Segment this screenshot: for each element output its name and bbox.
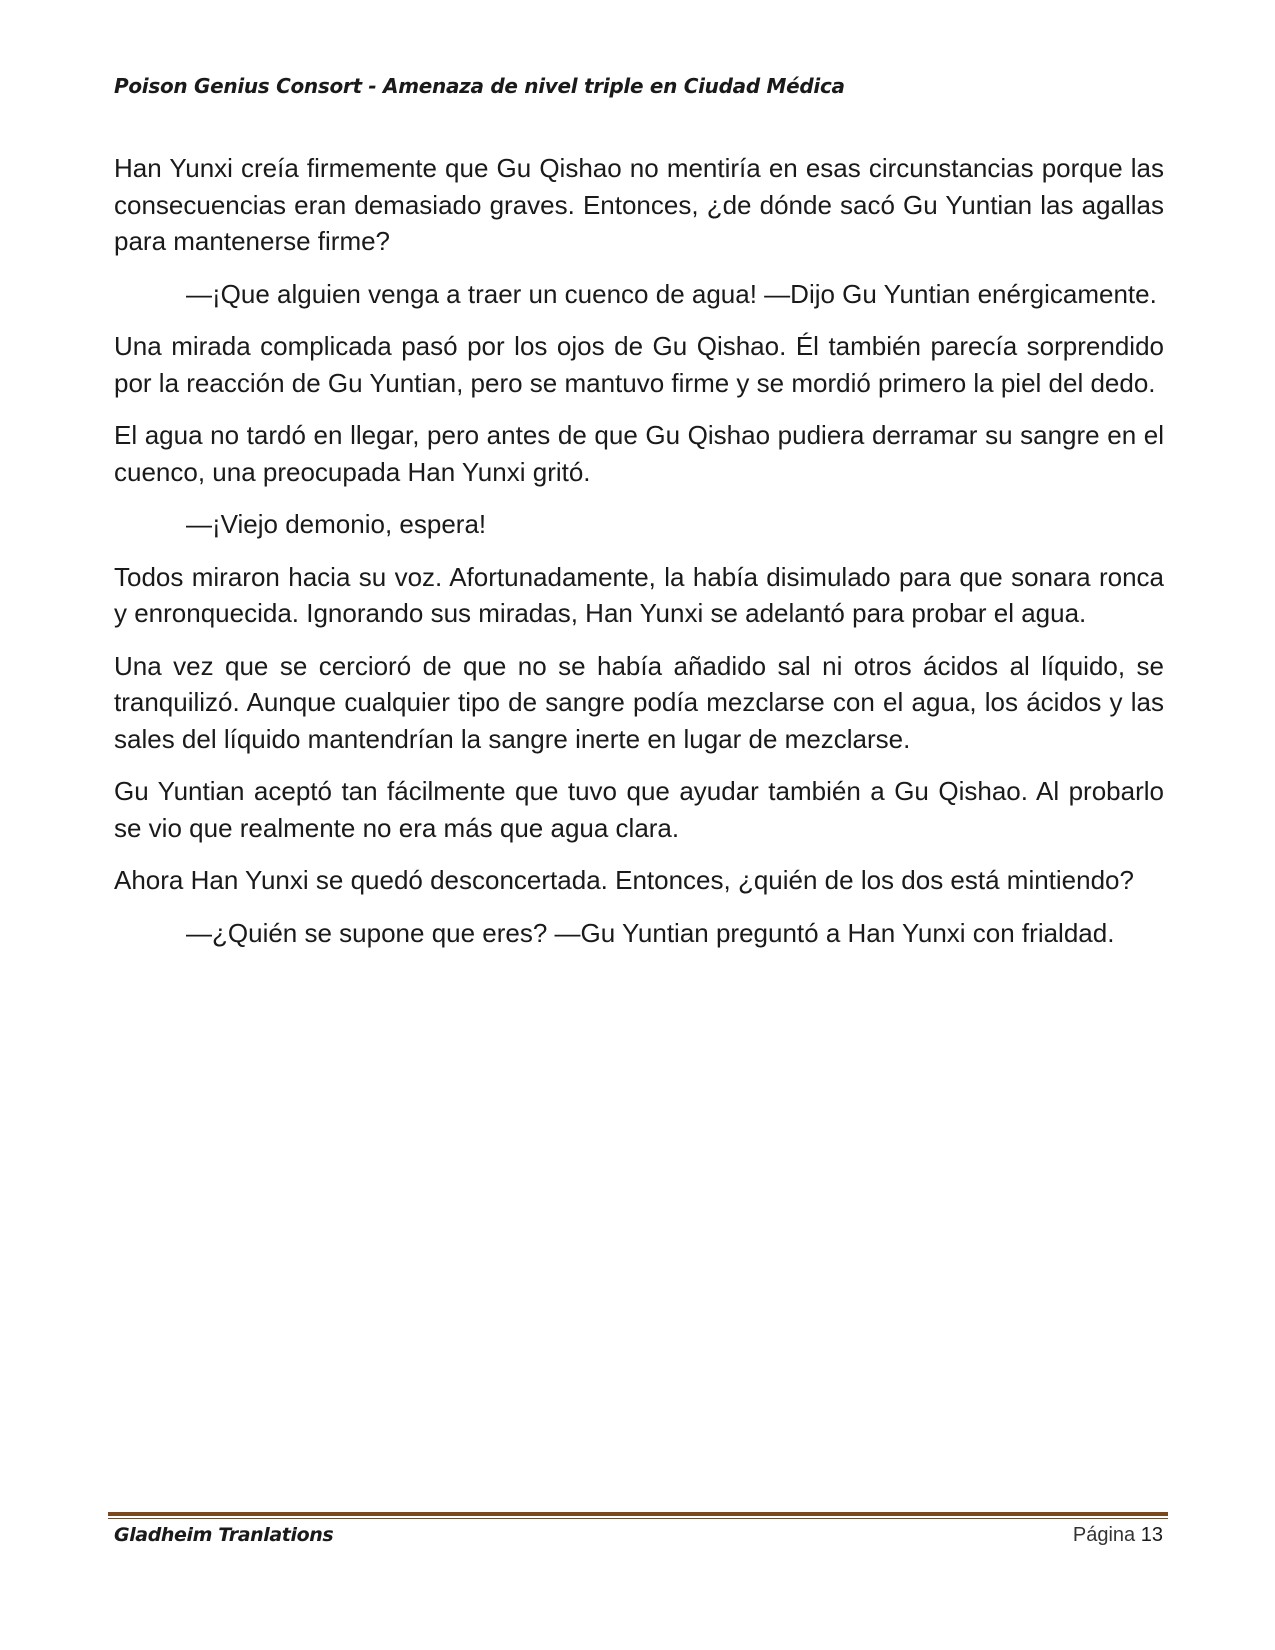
paragraph-4: El agua no tardó en llegar, pero antes de que Gu Qishao pudiera derramar su sangre en el cuenco, una preocupada Han Yunxi gritó. [114, 420, 1164, 487]
paragraph-5-dialog: —¡Viejo demonio, espera! [186, 509, 487, 539]
footer-divider [108, 1512, 1168, 1519]
page-number: 13 [1140, 1524, 1163, 1546]
paragraph-7: Una vez que se cercioró de que no se había añadido sal ni otros ácidos al líquido, se tranquilizó. Aunque cualquier tipo de sangre podía mezclarse con el agua, los ácidos y las sales del líquido mantendrían la sangre inerte en lugar de mezclarse. [114, 650, 1164, 754]
paragraph-1: Han Yunxi creía firmemente que Gu Qishao no mentiría en esas circunstancias porque las consecuencias eran demasiado graves. Entonces, ¿de dónde sacó Gu Yuntian las agallas para mantenerse firme? [114, 153, 1164, 256]
paragraph-6: Todos miraron hacia su voz. Afortunadamente, la había disimulado para que sonara ronca y enronquecida. Ignorando sus miradas, Han Yunxi se adelantó para probar el agua. [114, 561, 1164, 628]
footer-publisher: Gladheim Tranlations [114, 1524, 334, 1546]
paragraph-9: Ahora Han Yunxi se quedó desconcertada. Entonces, ¿quién de los dos está mintiendo? [114, 865, 1134, 895]
paragraph-3: Una mirada complicada pasó por los ojos de Gu Qishao. Él también parecía sorprendido por la reacción de Gu Yuntian, pero se mantuvo firme y se mordió primero la piel del dedo. [114, 331, 1164, 398]
paragraph-2-dialog: —¡Que alguien venga a traer un cuenco de agua! —Dijo Gu Yuntian enérgicamente. [186, 278, 1157, 309]
footer-page-indicator [1073, 1524, 1163, 1547]
paragraph-8: Gu Yuntian aceptó tan fácilmente que tuvo que ayudar también a Gu Qishao. Al probarlo se vio que realmente no era más que agua clara. [114, 776, 1164, 843]
paragraph-10-dialog: —¿Quién se supone que eres? —Gu Yuntian preguntó a Han Yunxi con frialdad. [186, 917, 1115, 948]
document-body [114, 150, 1164, 967]
page-header-title: Poison Genius Consort - Amenaza de nivel triple en Ciudad Médica [114, 74, 845, 98]
footer-divider-thin [108, 1518, 1168, 1519]
page-label: Página [1072, 1524, 1136, 1546]
